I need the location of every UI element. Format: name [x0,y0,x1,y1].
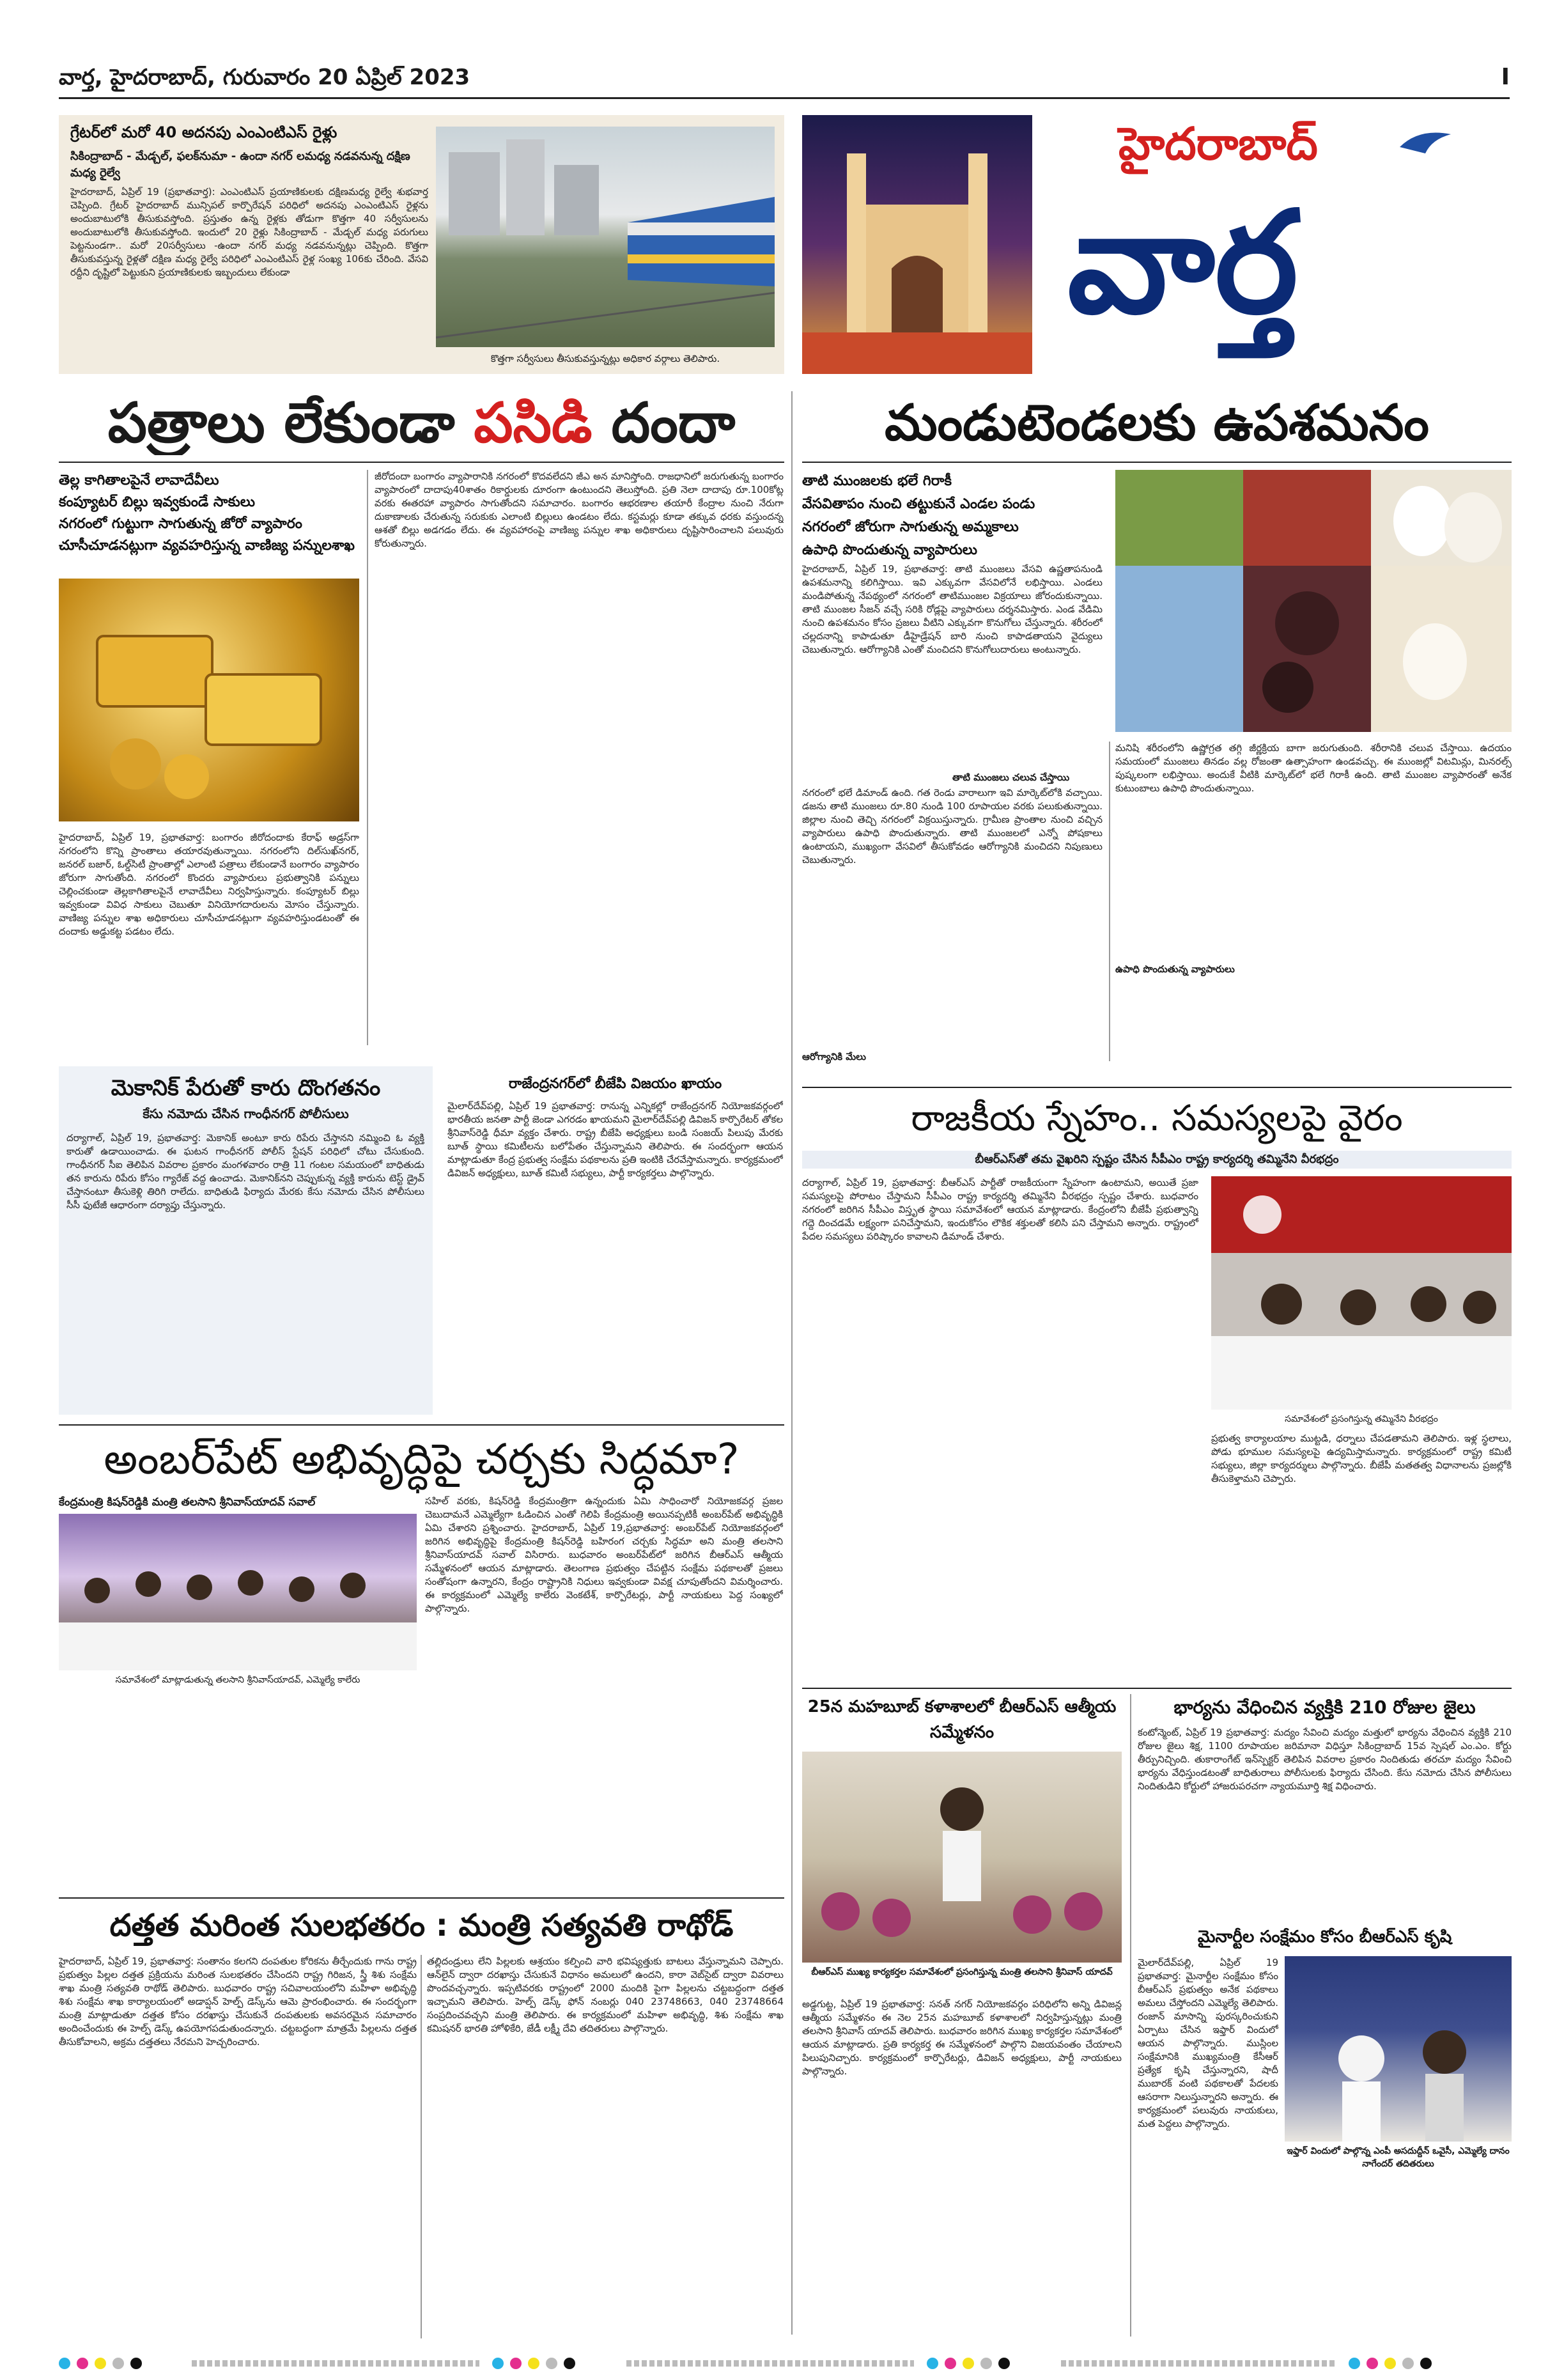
cyan-dot [927,2358,938,2369]
cpm-body-1: దర్యాగాల్, ఏప్రిల్ 19, ప్రభాతవార్త: బీఆర్ఎస్ పార్టీతో రాజకీయంగా స్నేహంగా ఉంటామని, అయితే ప్రజా సమస్యలపై పోరాటం చేస్తామని సీపీఎం రాష్ట్ర కార్యదర్శి తమ్మినేని వీరభద్రం స్పష్టం చేశారు. బుధవారం నగరంలో జరిగిన సీపీఎం విస్తృత స్థాయి సమావేశంలో ఆయన మాట్లాడారు. కేంద్రంలోని బీజేపీ ప్రభుత్వాన్ని గద్దె దించడమే లక్ష్యంగా పనిచేస్తామని, ఇందుకోసం లౌకిక శక్తులతో కలిసి పని చేస్తామని అన్నారు. రాష్ట్రంలో పేదల సమస్యలు పరిష్కారం కావాలని డిమాండ్ చేశారు. [802,1177,1198,1242]
mahbub-body: అడ్డగుట్ట, ఏప్రిల్ 19 ప్రభాతవార్త: సనత్ నగర్ నియోజకవర్గం పరిధిలోని అన్ని డివిజన్ల ఆత్మీయ సమ్మేళనం ఈ నెల 25న మహబూబ్ కళాశాలలో నిర్వహిస్తున్నట్లు మంత్రి తలసాని శ్రీనివాస్ యాదవ్ తెలిపారు. బుధవారం జరిగిన ముఖ్య కార్యకర్తల సమావేశంలో ఆయన మాట్లాడారు. ప్రతి కార్యకర్త ఈ సమ్మేళనంలో పాల్గొని విజయవంతం చేయాలని పిలుపునిచ్చారు. కార్యక్రమంలో కార్పొరేటర్లు, డివిజన్ అధ్యక్షులు, పార్టీ నాయకులు పాల్గొన్నారు. [802,1998,1122,2077]
bjp-headline: రాజేంద్రనగర్‌లో బీజేపి విజయం ఖాయం [508,1076,722,1092]
yellow-dot [528,2358,539,2369]
lower-right-rule [802,1688,1512,1689]
cpm-meeting-photo [1211,1176,1512,1410]
jail-body: కంటోన్మెంట్, ఏప్రిల్ 19 ప్రభాతవార్త: మద్యం సేవించి మద్యం మత్తులో భార్యను వేధించిన వ్యక్తికి 210 రోజుల జైలు శిక్ష, 1100 రూపాయల జరిమానా విధిస్తూ సికింద్రాబాద్ 15వ స్పెషల్ ఎం.ఎం. కోర్టు తీర్పునిచ్చింది. తుకారాంగేట్ ఇన్‌స్పెక్టర్ తెలిపిన వివరాల ప్రకారం నిందితుడు తరచూ మద్యం సేవించి భార్యను వేధిస్తుండటంతో బాధితురాలు పోలీసులకు ఫిర్యాదు చేసింది. కేసు నమోదు చేసిన పోలీసులు నిందితుడిని కోర్టులో హాజరుపరచగా న్యాయమూర్తి శిక్ష విధించారు. [1138,1727,1512,1792]
heat-kicker-2: వేసవితాపం నుంచి తట్టుకునే ఎండల పండు [802,496,1035,512]
gray-dot [1402,2358,1414,2369]
yellow-dot [1384,2358,1396,2369]
mmts-subline: సికింద్రాబాద్ - మేడ్చల్, ఫలక్‌నుమా - ఉందా నగర్ లమధ్య నడవనున్న దక్షిణ మధ్య రైల్వే [70,150,410,180]
iftar-photo [1285,1956,1512,2142]
heat-headline-bar [802,391,1512,455]
mmts-train-photo [436,127,775,347]
heat-kickers [802,470,1103,562]
gold-kickers [59,470,359,557]
header-dateline: వార్త, హైదరాబాద్, గురువారం 20 ఏప్రిల్ 2023 [59,65,470,90]
cpm-meeting-illustration [1211,1176,1512,1410]
amberpet-headline: అంబర్‌పేట్ అభివృద్ధిపై చర్చకు సిద్ధమా? [104,1435,739,1484]
amberpet-kicker: కేంద్రమంత్రి కిషన్‌రెడ్డికి మంత్రి తలసాని శ్రీనివాస్‌యాదవ్ సవాల్ [59,1496,316,1509]
charminar-illustration [802,115,1032,374]
palm-fruit-photo [1115,470,1512,732]
mechanic-body: దర్యాగాల్, ఏప్రిల్ 19, ప్రభాతవార్త: మెకానిక్ అంటూ కారు రిపేరు చేస్తానని నమ్మించి ఓ వ్యక్తి కారుతో ఉడాయించాడు. ఈ ఘటన గాంధీనగర్ పోలీస్ స్టేషన్ పరిధిలో చోటు చేసుకుంది. గాంధీనగర్ సీఐ తెలిపిన వివరాల ప్రకారం మంగళవారం రాత్రి 11 గంటల సమయంలో బాధితుడు తన కారును రిపేరు కోసం గ్యారేజ్ వద్ద ఉంచాడు. మెకానిక్‌నని చెప్పుకున్న వ్యక్తి కారును టెస్ట్ డ్రైవ్ చేస్తానంటూ తీసుకెళ్లి తిరిగి రాలేదు. బాధితుడి ఫిర్యాదు మేరకు కేసు నమోదు చేసిన పోలీసులు సీసీ ఫుటేజీ ఆధారంగా దర్యాప్తు చేస్తున్నారు. [66,1132,424,1211]
cyan-dot [59,2358,70,2369]
gold-kicker-2: కంప్యూటర్ బిల్లు ఇవ్వకుండే సాకులు [59,494,255,510]
magenta-dot [1367,2358,1378,2369]
mmts-headline: గ్రేటర్‌లో మరో 40 అదనపు ఎంఎంటిఎస్ రైళ్లు [70,123,337,141]
train-illustration [436,127,775,347]
jail-headline: భార్యను వేధించిన వ్యక్తికి 210 రోజుల జైలు [1173,1697,1476,1718]
gold-col-rule [367,470,368,1045]
gold-bars-illustration [59,579,359,821]
minority-body-overflow [1285,2177,1512,2337]
main-col-rule [791,391,793,2335]
gold-kicker-1: తెల్ల కాగితాలపైనే లావాదేవీలు [59,472,219,488]
yellow-dot [963,2358,974,2369]
iftar-caption: ఇఫ్తార్ విందులో పాల్గొన్న ఎంపీ అసదుద్దీన్ ఒవైసీ, ఎమ్మెల్యే దానం నాగేందర్ తదితరులు [1287,2146,1510,2169]
mechanic-headline: మెకానిక్ పేరుతో కారు దొంగతనం [111,1075,381,1101]
mmts-caption: కొత్తగా సర్వీసులు తీసుకువస్తున్నట్లు అధికార వర్గాలు తెలిపారు. [490,353,720,364]
gold-headline-a: పత్రాలు లేకుండా [107,391,474,455]
palm-fruit-illustration [1115,470,1512,732]
mechanic-kicker: కేసు నమోదు చేసిన గాంధీనగర్ పోలీసులు [143,1106,349,1121]
cyan-dot [1349,2358,1360,2369]
magenta-dot [945,2358,956,2369]
minority-headline: మైనార్టీల సంక్షేమం కోసం బీఆర్ఎస్ కృషి [1197,1927,1452,1947]
masthead [1042,115,1515,374]
adoption-body-2: తల్లిదండ్రులు లేని పిల్లలకు ఆశ్రయం కల్పించి వారి భవిష్యత్తుకు బాటలు వేస్తున్నామని చెప్పారు. ఆన్‌లైన్ ద్వారా దరఖాస్తు చేసుకునే విధానం అమలులో ఉందని, కారా వెబ్‌సైట్ ద్వారా వివరాలు పొందవచ్చన్నారు. ఇప్పటివరకు రాష్ట్రంలో 2000 మందికి పైగా పిల్లలను చట్టబద్ధంగా దత్తత ఇచ్చామని తెలిపారు. హెల్ప్ డెస్క్ ఫోన్ నంబర్లు 040 23748663, 040 23748664 సంప్రదించవచ్చని మంత్రి తెలిపారు. ఈ కార్యక్రమంలో మహిళా అభివృద్ధి, శిశు సంక్షేమ శాఖ కమిషనర్ భారతి హోళికేరి, జేడీ లక్ష్మీ దేవి తదితరులు పాల్గొన్నారు. [427,1956,784,2034]
heat-rule [802,462,1512,463]
mahbub-meeting-illustration [802,1752,1122,1963]
cyan-dot [492,2358,504,2369]
mahbub-caption: బీఆర్ఎస్ ముఖ్య కార్యకర్తల సమావేశంలో ప్రసంగిస్తున్న మంత్రి తలసాని శ్రీనివాస్ యాదవ్ [811,1967,1113,1977]
registration-marks-mid2 [927,2358,1010,2369]
black-dot [130,2358,142,2369]
heat-kicker-1: తాటి ముంజలకు భలే గిరాకీ [802,473,952,489]
black-dot [1420,2358,1432,2369]
heat-kicker-3: నగరంలో జోరుగా సాగుతున్న అమ్మకాలు [802,519,1019,535]
gold-kicker-3: నగరంలో గుట్టుగా సాగుతున్న జోరో వ్యాపారం [59,516,302,532]
masthead-bird-icon [1400,128,1451,153]
cpm-caption: సమావేశంలో ప్రసంగిస్తున్న తమ్మినేని వీరభద్రం [1285,1414,1438,1424]
registration-marks-right [1349,2358,1432,2369]
gold-headline [59,391,784,455]
masthead-small: హైదరాబాద్ [1119,117,1318,170]
heat-body-2: నగరంలో భలే డిమాండ్ ఉంది. గత రెండు వారాలుగా ఇవి మార్కెట్‌లోకి వచ్చాయి. డజను తాటి ముంజలు రూ.80 నుండి 100 రూపాయల వరకు పలుకుతున్నాయి. జిల్లాల నుంచి తెచ్చి నగరంలో విక్రయిస్తున్నారు. గ్రామీణ ప్రాంతాల నుంచి వచ్చిన వ్యాపారులు ఉపాధి పొందుతున్నారు. తాటి ముంజలలో ఎన్నో పోషకాలు ఉంటాయని, ముఖ్యంగా వేసవిలో తీసుకోవడం ఆరోగ్యానికి మంచిదని నిపుణులు చెబుతున్నారు. [802,787,1103,866]
gray-dot [980,2358,992,2369]
page-number: I [1501,64,1510,90]
registration-marks-mid [492,2358,575,2369]
charminar-photo [802,115,1032,374]
gray-dot [546,2358,557,2369]
gray-dot [112,2358,124,2369]
footer-bar-1 [192,2360,479,2367]
heat-kicker-4: ఉపాధి పొందుతున్న వ్యాపారులు [802,542,977,558]
heat-headline: మండుటెండలకు ఉపశమనం [885,394,1429,452]
gold-rule [59,462,784,463]
cpm-rule [802,1087,1512,1088]
cpm-headline: రాజకీయ స్నేహం.. సమస్యలపై వైరం [911,1098,1403,1139]
cpm-kicker: బీఆర్ఎస్‌తో తమ వైఖరిని స్పష్టం చేసిన సీపీఎం రాష్ట్ర కార్యదర్శి తమ్మినేని వీరభద్రం [802,1151,1512,1169]
heat-sub-1: తాటి ముంజలు చలువ చేస్తాయి [952,772,1070,783]
adoption-headline: దత్తత మరింత సులభతరం : మంత్రి సత్యవతి రాథోడ్ [109,1908,734,1943]
heat-sub-2: ఆరోగ్యానికి మేలు [802,1051,866,1062]
heat-body-1: హైదరాబాద్, ఏప్రిల్ 19, ప్రభాతవార్త: తాటి ముంజలు వేసవి ఉష్ణతాపనుండి ఉపశమనాన్ని కలిగిస్తాయి. ఇవి ఎక్కువగా వేసవిలోనే లభిస్తాయి. ఎండలు మండిపోతున్న నేపథ్యంలో నగరంలో తాటిముంజల విక్రయాలు జోరందుకున్నాయి. తాటి ముంజల సీజన్ వచ్చే సరికి రోడ్లపై వ్యాపారులు దర్శనమిస్తారు. ఎండ వేడిమి నుంచి ఉపశమనం కోసం ప్రజలు వీటిని ఎక్కువగా కొనుగోలు చేస్తున్నారు. శరీరంలో చల్లదనాన్ని కాపాడుతూ డీహైడ్రేషన్ బారి నుంచి కాపాడతాయని వైద్యులు చెబుతున్నారు. ఆరోగ్యానికి ఎంతో మంచిదని కొనుగోలుదారులు అంటున్నారు. [802,563,1103,655]
header-rule [59,97,1510,99]
minority-body: మైలార్‌దేవ్‌పల్లి, ఏప్రిల్ 19 ప్రభాతవార్త: మైనార్టీల సంక్షేమం కోసం బీఆర్ఎస్ ప్రభుత్వం అనేక పథకాలు అమలు చేస్తోందని ఎమ్మెల్యే తెలిపారు. రంజాన్ మాసాన్ని పురస్కరించుకుని ఏర్పాటు చేసిన ఇఫ్తార్ విందులో ఆయన పాల్గొన్నారు. ముస్లింల సంక్షేమానికి ముఖ్యమంత్రి కేసీఆర్ ప్రత్యేక కృషి చేస్తున్నారని, షాదీ ముబారక్ వంటి పథకాలతో పేదలకు ఆసరాగా నిలుస్తున్నారని అన్నారు. ఈ కార్యక్రమంలో పలువురు నాయకులు, మత పెద్దలు పాల్గొన్నారు. [1138,1957,1278,2129]
amberpet-body: సహిల్ వరకు, కిషన్‌రెడ్డి కేంద్రమంత్రిగా ఉన్నందుకు ఏమి సాధించారో నియోజకవర్గ ప్రజల చెబుదామనే ఎమ్మెల్యేగా ఓడించిన ఎంతో గెలిపి కేంద్రమంత్రి అయినప్పటికీ అంబర్‌పేట్ అభివృద్ధికి ఏమి చేశారని ప్రశ్నించారు. హైదరాబాద్, ఏప్రిల్ 19,ప్రభాతవార్త: అంబర్‌పేట్ నియోజకవర్గంలో జరిగిన అభివృద్ధిపై కేంద్రమంత్రి కిషన్‌రెడ్డి బహిరంగ చర్చకు సిద్ధమా అని మంత్రి తలసాని శ్రీనివాస్‌యాదవ్ సవాల్ విసిరారు. బుధవారం అంబర్‌పేట్‌లో జరిగిన బీఆర్ఎస్ ఆత్మీయ సమ్మేళనంలో ఆయన మాట్లాడారు. తెలంగాణ ప్రభుత్వం చేపట్టిన సంక్షేమ పథకాలతో ప్రజలు సంతోషంగా ఉన్నారని, కేంద్రం రాష్ట్రానికి నిధులు ఇవ్వకుండా వివక్ష చూపుతోందని విమర్శించారు. ఈ కార్యక్రమంలో ఎమ్మెల్యే కాలేరు వెంకటేశ్, కార్పొరేటర్లు, పార్టీ నాయకులు పెద్ద సంఖ్యలో పాల్గొన్నారు. [425,1495,783,1614]
lower-right-col-rule [1130,1694,1131,2337]
gold-body-2: జీరోదందా బంగారం వ్యాపారానికి నగరంలో కొదవలేదని జీఎ అన మానిస్తోంది. రాజధానిలో జరుగుతున్న బంగారం వ్యాపారంలో దాదాపు40శాతం రికార్డులకు దూరంగా ఉంటుందని తెలుస్తోంది. ప్రతి నెలా దాదాపు రూ.100కోట్ల వరకు ఈతరహా వ్యాపారం సాగుతోందని సమాచారం. బంగారం ఆభరణాల తయారీ కేంద్రాల నుంచి నేరుగా దుకాణాలకు చేరుతున్న సరుకుకు ఎలాంటి బిల్లులు ఉండటం లేదు. కస్టమర్లు కూడా తక్కువ ధరకు వస్తుందన్న ఆశతో బిల్లు అడగడం లేదు. ఈ వ్యవహారంపై వాణిజ్య పన్నుల శాఖ అధికారులు దృష్టిసారించాలని పలువురు కోరుతున్నారు. [375,471,784,549]
yellow-dot [95,2358,106,2369]
heat-sub-3: ఉపాధి పొందుతున్న వ్యాపారులు [1115,963,1235,975]
adoption-col-rule [421,1955,422,2338]
heat-body-3: మనిషి శరీరంలోని ఉష్ణోగ్రత తగ్గి జీర్ణక్రియ బాగా జరుగుతుంది. శరీరానికి చలువ చేస్తాయి. ఉదయం సమయంలో ముంజలు తినడం వల్ల రోజంతా ఉత్సాహంగా ఉండవచ్చు. ఈ ముంజల్లో విటమిన్లు, మినరల్స్ పుష్కలంగా లభిస్తాయి. అందుకే వీటికి మార్కెట్‌లో భలే గిరాకీ ఉంది. తాటి ముంజల వ్యాపారంతో అనేక కుటుంబాలు ఉపాధి పొందుతున్నాయి. [1115,742,1512,794]
amberpet-photo [59,1514,417,1670]
black-dot [998,2358,1010,2369]
masthead-big: వార్త [1067,179,1299,345]
magenta-dot [77,2358,88,2369]
gold-headline-b: పసిడి [474,391,592,455]
cpm-body-2: ప్రభుత్వ కార్యాలయాల ముట్టడి, ధర్నాలు చేపడతామని తెలిపారు. ఇళ్ల స్థలాలు, పోడు భూముల సమస్యలపై ఉద్యమిస్తామన్నారు. కార్యక్రమంలో రాష్ట్ర కమిటీ సభ్యులు, జిల్లా కార్యదర్శులు పాల్గొన్నారు. బీజేపీ మతతత్వ విధానాలను ప్రజల్లోకి తీసుకెళ్తామని చెప్పారు. [1211,1433,1512,1484]
gold-kicker-4: చూసీచూడనట్లుగా వ్యవహరిస్తున్న వాణిజ్య పన్నులశాఖ [59,538,355,554]
gold-bars-photo [59,579,359,821]
mahbub-headline: 25న మహబూబ్ కళాశాలలో బీఆర్ఎస్ ఆత్మీయ సమ్మేళనం [807,1697,1117,1742]
bjp-body: మైలార్‌దేవ్‌పల్లి, ఏప్రిల్ 19 ప్రభాతవార్త: రానున్న ఎన్నికల్లో రాజేంద్రనగర్ నియోజకవర్గంలో భారతీయ జనతా పార్టీ జెండా ఎగరడం ఖాయమని మైలార్‌దేవ్‌పల్లి డివిజన్ కార్పొరేటర్ తోకల శ్రీనివాస్‌రెడ్డి ధీమా వ్యక్తం చేశారు. రాష్ట్ర బీజేపి అధ్యక్షులు బండి సంజయ్ పిలుపు మేరకు బూత్ స్థాయి కమిటీలను బలోపేతం చేస్తున్నామని తెలిపారు. ఈ సందర్భంగా ఆయన మాట్లాడుతూ కేంద్ర ప్రభుత్వ సంక్షేమ పథకాలను ప్రతి ఇంటికి చేరవేస్తామన్నారు. కార్యక్రమంలో డివిజన్ అధ్యక్షులు, బూత్ కమిటీ సభ్యులు, పార్టీ కార్యకర్తలు పాల్గొన్నారు. [447,1100,783,1179]
magenta-dot [510,2358,522,2369]
footer-bar-2 [626,2360,914,2367]
iftar-illustration [1285,1956,1512,2142]
black-dot [564,2358,575,2369]
registration-marks-left [59,2358,142,2369]
amberpet-caption: సమావేశంలో మాట్లాడుతున్న తలసాని శ్రీనివాస్‌యాదవ్, ఎమ్మెల్యే కాలేరు [115,1675,360,1685]
gold-body-1: హైదరాబాద్, ఏప్రిల్ 19, ప్రభాతవార్త: బంగారం జీరోదందాకు కేరాఫ్ అడ్రస్‌గా నగరంలోని కొన్ని ప్రాంతాలు తయారవుతున్నాయి. నగరంలోని దిల్‌సుఖ్‌నగర్, జనరల్ బజార్, ఓల్డ్‌సిటీ ప్రాంతాల్లో ఎలాంటి పత్రాలు లేకుండానే బంగారం వ్యాపారం జోరుగా సాగుతోంది. నగరంలో కొందరు వ్యాపారులు ప్రభుత్వానికి పన్నులు చెల్లించకుండా తెల్లకాగితాలపైనే లావాదేవీలు నిర్వహిస్తున్నారు. కంప్యూటర్ బిల్లు ఇవ్వకుండా వివిధ సాకులు చెబుతూ వినియోగదారులను మోసం చేస్తున్నారు. వాణిజ్య పన్నుల శాఖ అధికారులు చూసీచూడనట్లుగా వ్యవహరిస్తుండటంతో ఈ దందాకు అడ్డుకట్ట పడటం లేదు. [59,832,359,937]
adoption-body-1: హైదరాబాద్, ఏప్రిల్ 19, ప్రభాతవార్త: సంతానం కలగని దంపతుల కోరికను తీర్చేందుకు గాను రాష్ట్ర ప్రభుత్వం పిల్లల దత్తత ప్రక్రియను మరింత సులభతరం చేసిందని రాష్ట్ర గిరిజన, స్త్రీ శిశు సంక్షేమ శాఖ మంత్రి సత్యవతి రాథోడ్ తెలిపారు. బుధవారం రాష్ట్ర సచివాలయంలోని మహిళా అభివృద్ధి శిశు సంక్షేమ శాఖ కార్యాలయంలో అడాప్షన్ హెల్ప్ డెస్క్‌ను ఆమె ప్రారంభించారు. ఈ సందర్భంగా మంత్రి మాట్లాడుతూ దత్తత కోసం దరఖాస్తు చేసుకునే దంపతులకు అవసరమైన సమాచారం అందించేందుకు ఈ హెల్ప్ డెస్క్ ఉపయోగపడుతుందన్నారు. చట్టబద్ధంగా మాత్రమే పిల్లలను దత్తత తీసుకోవాలని, అక్రమ దత్తతలు నేరమని హెచ్చరించారు. [59,1956,417,2048]
heat-col-rule [1109,742,1110,1061]
mmts-body: హైదరాబాద్, ఏప్రిల్ 19 (ప్రభాతవార్త): ఎంఎంటిఎస్ ప్రయాణికులకు దక్షిణమధ్య రైల్వే శుభవార్త చెప్పింది. గ్రేటర్ హైదరాబాద్ మున్సిపల్ కార్పొరేషన్ పరిధిలో అదనపు ఎంఎంటిఎస్ రైళ్లను అందుబాటులోకి తీసుకువస్తోంది. ప్రస్తుతం ఉన్న రైళ్లకు తోడుగా కొత్తగా 40 సర్వీసులను అందుబాటులోకి తీసుకువస్తోంది. ఇందులో 20 రైళ్లు సికింద్రాబాద్ - మేడ్చల్ మధ్య పరుగులు పెట్టనుండగా.. మరో 20సర్వీసులు -ఉందా నగర్ మధ్య నడవనున్నట్లు చెప్పింది. కొత్తగా తీసుకువస్తున్న రైళ్లతో దక్షిణ మధ్య రైల్వే పరిధిలో ఎంఎంటిఎస్ రైళ్ల సంఖ్య 106కు చేరింది. వేసవి రద్దీని దృష్టిలో పెట్టుకుని ప్రయాణికులకు ఇబ్బందులు లేకుండా [70,186,428,278]
amberpet-people-illustration [59,1514,417,1670]
page-header [59,61,1510,93]
gold-headline-c: దందా [592,391,736,455]
amberpet-rule [59,1424,784,1426]
mahbub-photo [802,1752,1122,1963]
adoption-rule [59,1897,784,1899]
footer-bar-3 [1061,2360,1336,2367]
